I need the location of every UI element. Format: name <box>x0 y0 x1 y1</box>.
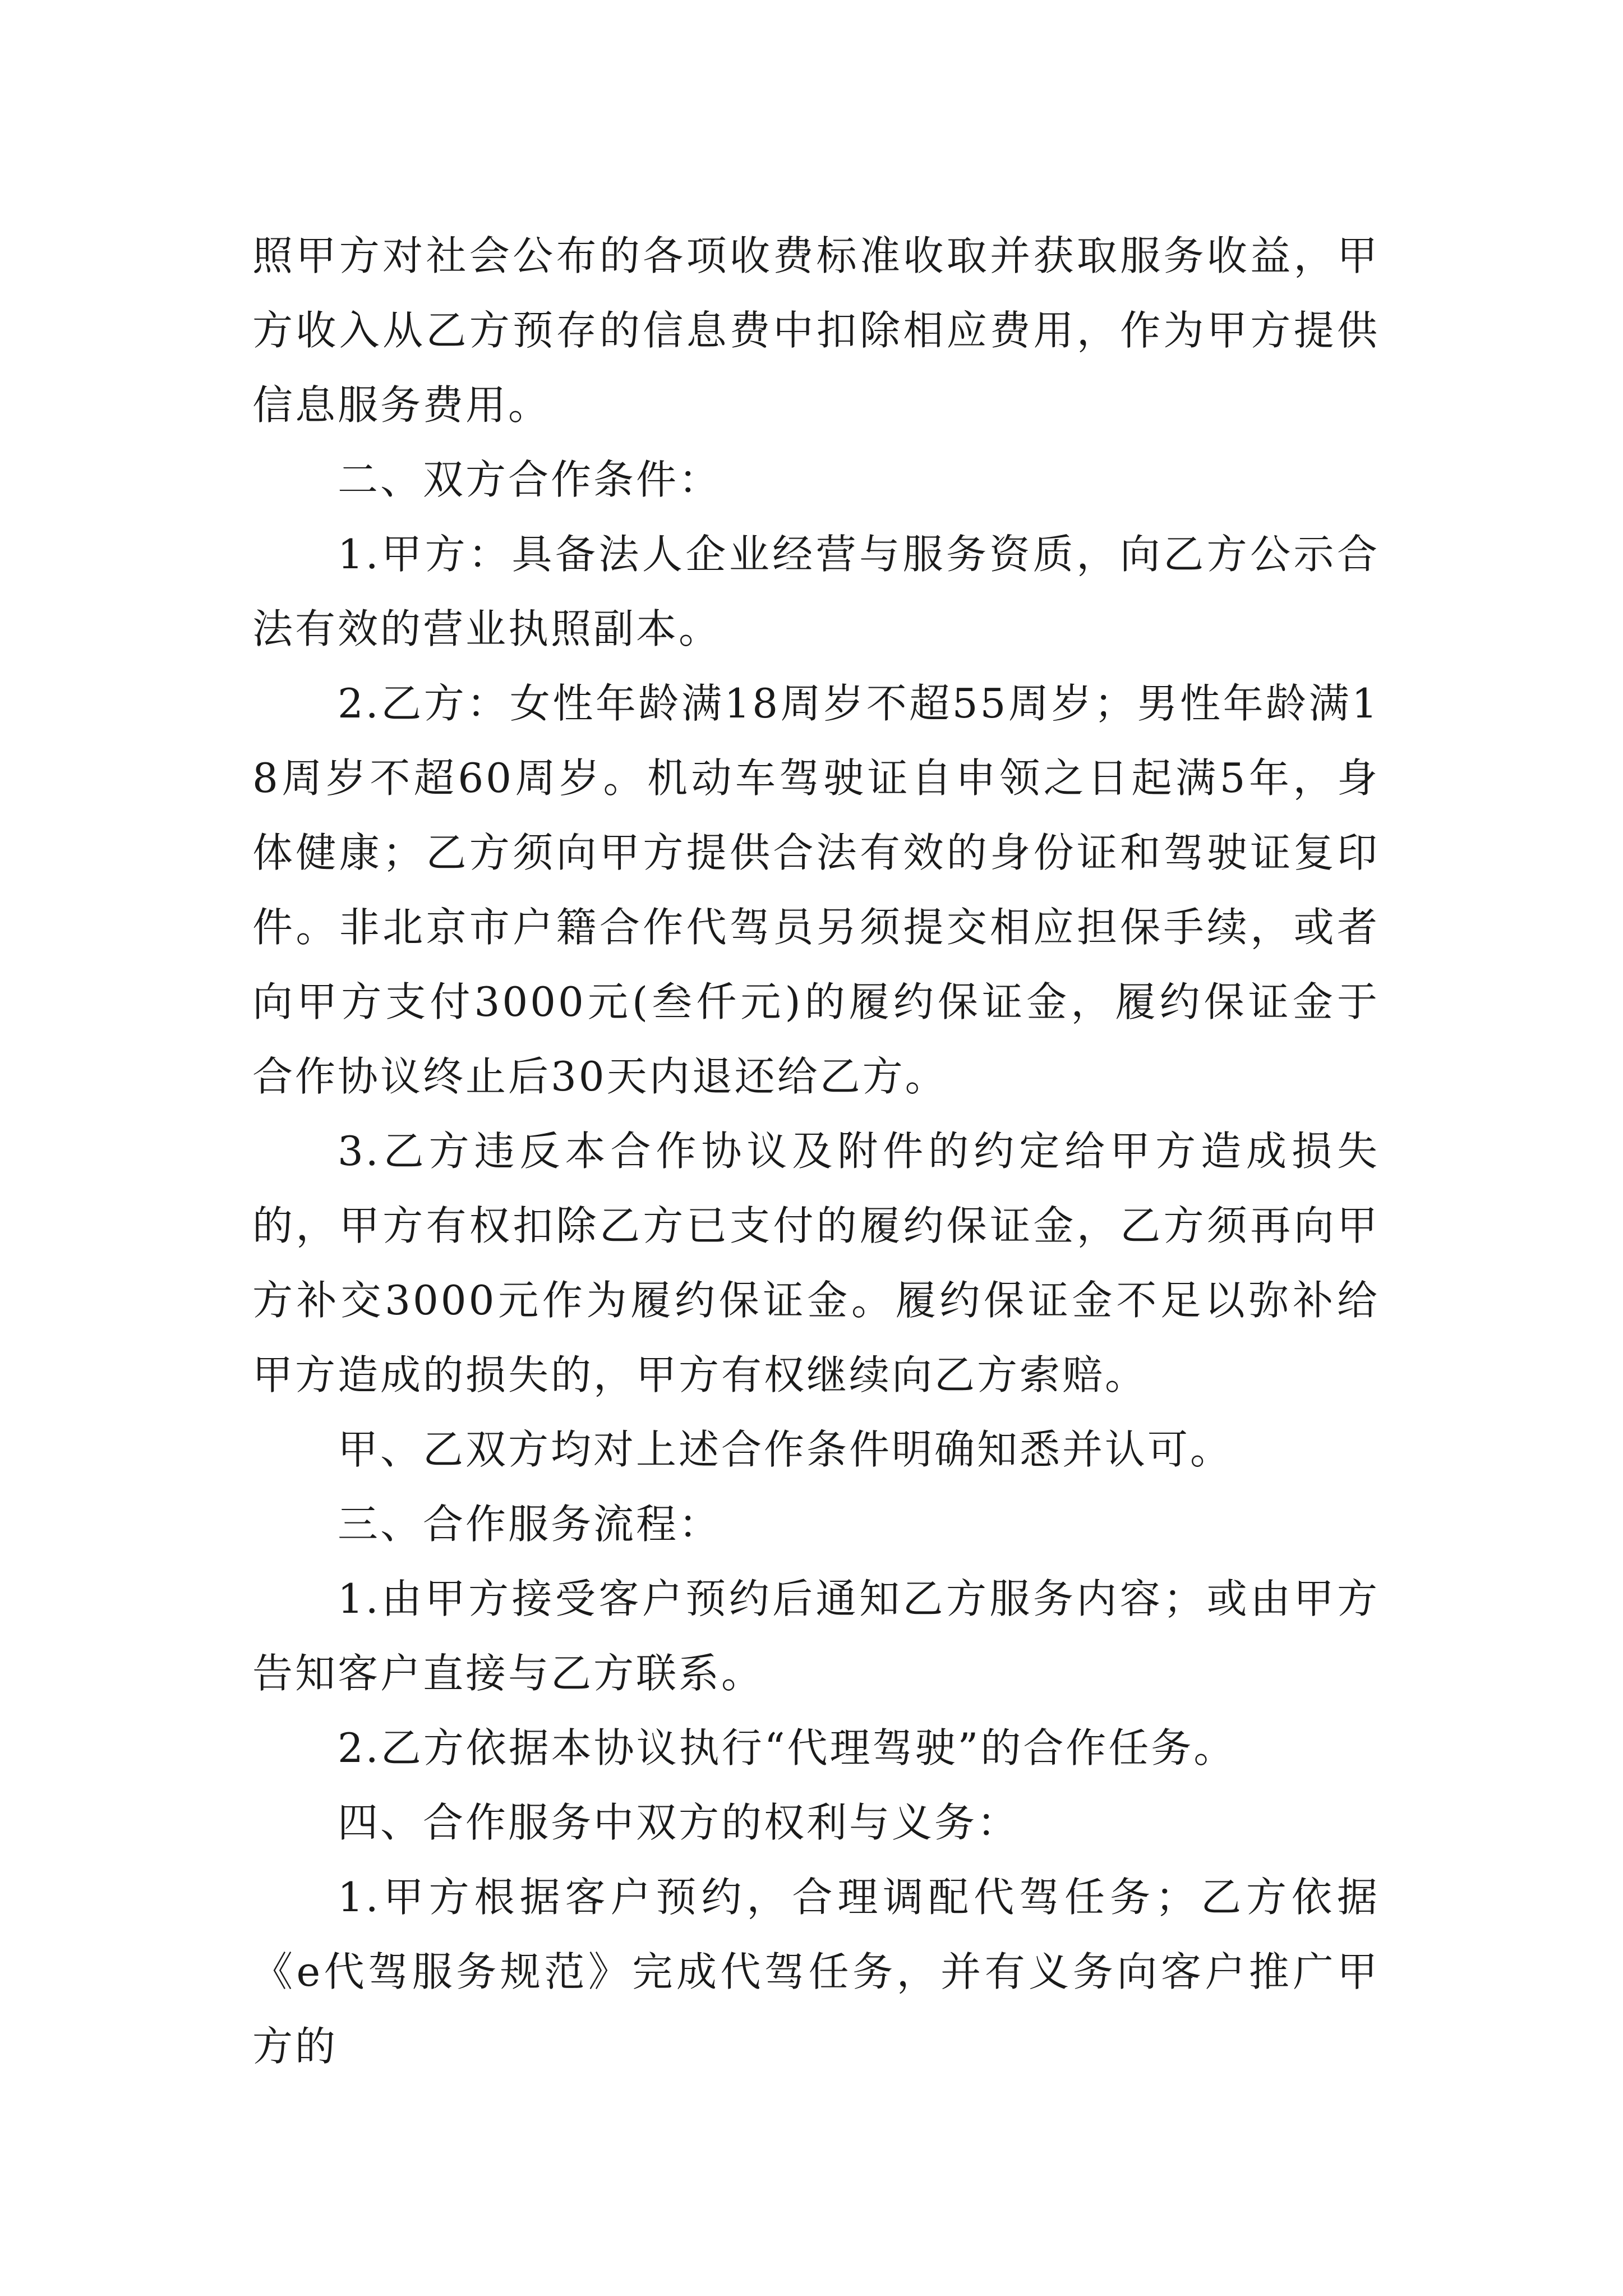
clause-4-1: 1.甲方根据客户预约，合理调配代驾任务；乙方依据《e代驾服务规范》完成代驾任务，并有义务向客户推广甲方的 <box>252 1874 1380 2070</box>
paragraph-continuation: 照甲方对社会公布的各项收费标准收取并获取服务收益，甲方收入从乙方预存的信息费中扣除相应费用，作为甲方提供信息服务费用。 <box>252 232 1380 429</box>
section-heading-2: 二、双方合作条件： <box>338 456 722 503</box>
clause-3-1: 1.由甲方接受客户预约后通知乙方服务内容；或由甲方告知客户直接与乙方联系。 <box>252 1575 1380 1697</box>
acknowledgement-paragraph: 甲、乙双方均对上述合作条件明确知悉并认可。 <box>338 1426 1233 1473</box>
clause-2-2: 2.乙方：女性年龄满18周岁不超55周岁；男性年龄满18周岁不超60周岁。机动车驾驶证自申领之日起满5年，身体健康；乙方须向甲方提供合法有效的身份证和驾驶证复印件。非北京市户籍合作代驾员另须提交相应担保手续，或者向甲方支付3000元(叁仟元)的履约保证金，履约保证金于合作协议终止后30天内退还给乙方。 <box>252 680 1380 1100</box>
document-body <box>252 219 1380 2084</box>
section-heading-4: 四、合作服务中双方的权利与义务： <box>338 1799 1020 1846</box>
clause-2-3: 3.乙方违反本合作协议及附件的约定给甲方造成损失的，甲方有权扣除乙方已支付的履约保证金，乙方须再向甲方补交3000元作为履约保证金。履约保证金不足以弥补给甲方造成的损失的，甲方有权继续向乙方索赔。 <box>252 1128 1380 1398</box>
clause-2-1: 1.甲方：具备法人企业经营与服务资质，向乙方公示合法有效的营业执照副本。 <box>252 531 1380 652</box>
section-heading-3: 三、合作服务流程： <box>338 1501 722 1548</box>
clause-3-2: 2.乙方依据本协议执行“代理驾驶”的合作任务。 <box>338 1724 1237 1772</box>
